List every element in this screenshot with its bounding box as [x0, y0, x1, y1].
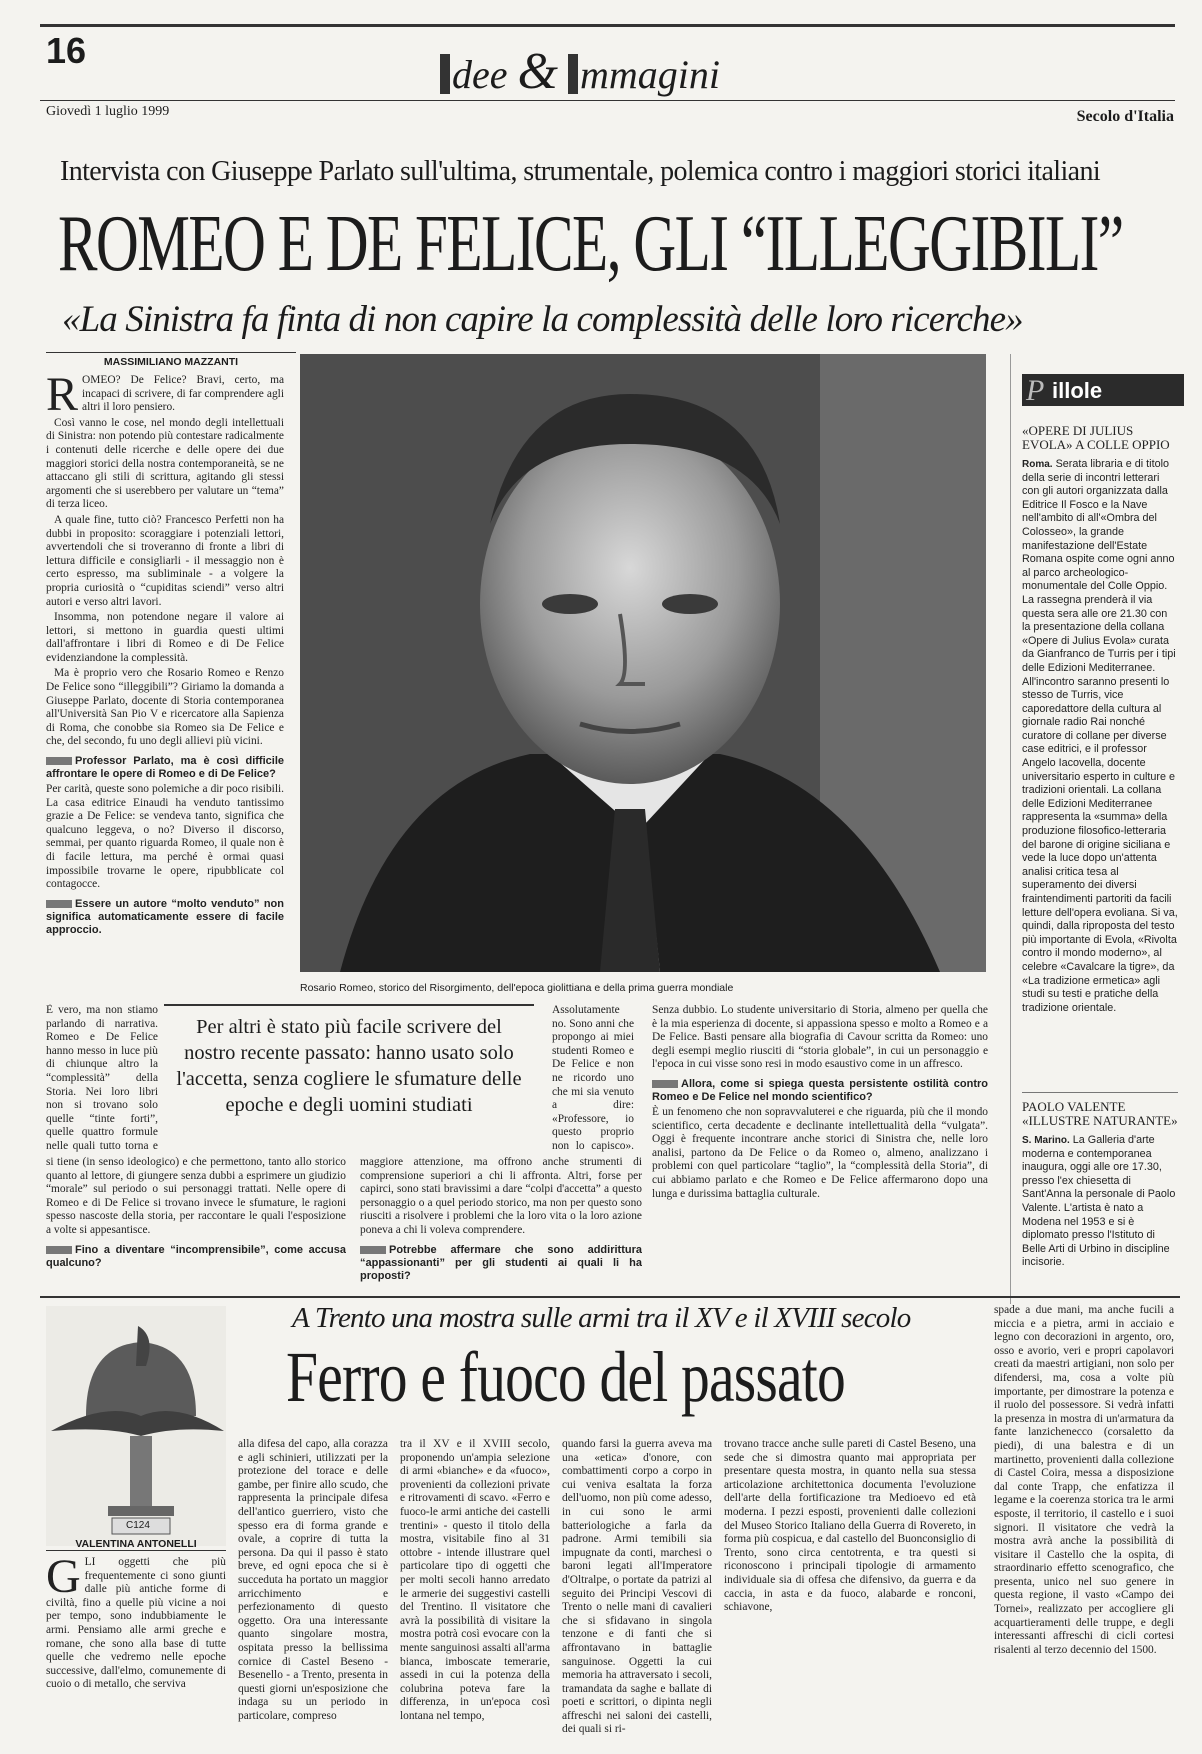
byline: MASSIMILIANO MAZZANTI	[103, 356, 239, 368]
byline-rule	[46, 352, 296, 353]
paragraph: Per carità, queste sono polemiche a dir poco risibili. La casa editrice Einaudi ha venduto tantissimo grazie a De Felice: se vendeva tanto, significa che qualcuno leggeva, o no? Diverso il discorso, semmai, per quanto riguarda Romeo, il quale non è di facile lettura, ma perché è ormai quasi impossibile trovarne le opere, ripubblicate col contagocce.	[46, 783, 284, 891]
pull-quote: Per altri è stato più facile scrivere del nostro recente passato: hanno usato solo l'accetta, senza cogliere le sfumature delle epoche e degli uomini studiati	[176, 1016, 522, 1116]
article-divider	[40, 1296, 1180, 1298]
section-i-bar	[440, 54, 450, 94]
question-text: Professor Parlato, ma è così difficile affrontare le opere di Romeo e di De Felice?	[46, 755, 284, 781]
paragraph: si tiene (in senso ideologico) e che permettono, tanto allo storico quanto al lettore, di giungere senza dubbi a esprimere un giudizio “morale” sul periodo o sui personaggi trattati. Nelle opere di Romeo e di De Felice si trovano invece le sfumature, le ragioni spesso nascoste della storia, per raccontare le quali l'esposizione a volte si appesantisce.	[46, 1156, 346, 1236]
article-title: ROMEO E DE FELICE, GLI “ILLEGGIBILI”	[58, 200, 1123, 288]
article2-kicker: A Trento una mostra sulle armi tra il XV e il XVIII secolo	[292, 1302, 911, 1334]
article2-column-6	[994, 1304, 1174, 1746]
pillole-body: La Galleria d'arte moderna e contemporanea inaugura, oggi alle ore 17.30, presso l'ex chiesetta di Sant'Anna la personale di Paolo Valente. L'artista è nato a Modena nel 1953 e si è diplomato presso l'Istituto di Belle Arti di Urbino in discipline incisorie.	[1022, 1134, 1176, 1269]
article2-title: Ferro e fuoco del passato	[286, 1337, 846, 1417]
drop-cap: G	[46, 1556, 81, 1603]
question-text: Essere un autore “molto venduto” non significa automaticamente essere di facile approccio.	[46, 897, 284, 936]
article2-column-1	[46, 1556, 226, 1746]
pillole-body: Serata libraria e di titolo della serie di incontri letterari con gli autori organizzata dalla Editrice Il Fosco e la Nave nell'ambito di all'«Ombra del Colosseo», la grande manifestazione dell'Estate Romana ospite come ogni anno al parco archeologico-monumentale del Colle Oppio. La rassegna prenderà il via questa sera alle ore 21.30 con la presentazione della collana «Opere di Julius Evola» curata da Gianfranco de Turris per i tipi delle Edizioni Mediterranee. All'incontro saranno presenti lo stesso de Turris, vice caporedattore della cultura al giornale radio Rai nonché curatore di collane per diverse case editrici, e il professor Angelo Iacovella, docente universitario esperto in culture e tradizioni orientali. La collana delle Edizioni Mediterranee rappresenta la «summa» della produzione filosofico-letteraria del barone di origine siciliana e vede la luce dopo un'attenta analisi critica tesa al superamento dei diversi fraintendimenti partoriti da facili letture dell'opera evoliana. Si va, quindi, dalla riproposta del testo più importante di Evola, «Rivolta contro il mondo moderno», al celebre «Cavalcare la tigre», da «La tradizione ermetica» agli studi su testi e pratiche della tradizione orientale.	[1022, 458, 1178, 1014]
section-amp: &	[517, 43, 558, 100]
article-column-3	[552, 1004, 634, 1152]
header-rule	[40, 100, 1175, 101]
paragraph: quando farsi la guerra aveva ma una «etica» d'onore, con combattimenti corpo a corpo in cui veniva esaltata la forza dell'uomo, non più come adesso, in cui sono le armi batteriologiche a farla da padrone. Armi temibili sia impugnate da conti, marchesi o baroni legati all'Imperatore d'Oltralpe, o portate da patrizi al seguito dei Principi Vescovi di Trento o nelle mani di cavalieri che si sfidavano in singola tenzone e di fanti che si affrontavano in battaglie sanguinose. Oggetti la cui memoria ha attraversato i secoli, tramandata da saghe e ballate di poeti e scrittori, o dipinta negli affreschi nei saloni dei castelli, dei quali si ri-	[562, 1438, 712, 1736]
article2-column-5	[724, 1438, 976, 1746]
pillole-item-2	[1022, 1096, 1178, 1306]
page-number: 16	[46, 30, 87, 71]
article-column-4	[46, 1156, 346, 1306]
paragraph: Ma è proprio vero che Rosario Romeo e Renzo De Felice sono “illeggibili”? Giriamo la domanda a Giuseppe Parlato, docente di Storia contemporanea all'Università San Pio V e ricercatore alla Sapienza di Roma, che conobbe sia Romeo sia De Felice e che, del secondo, fu uno degli allievi più vicini.	[46, 667, 284, 748]
question-bar	[652, 1080, 678, 1088]
drop-cap: R	[46, 374, 79, 421]
photo-caption: Rosario Romeo, storico del Risorgimento, dell'epoca giolittiana e della prima guerra mondiale	[300, 982, 734, 994]
section-dee: dee	[452, 52, 508, 97]
paragraph: A quale fine, tutto ciò? Francesco Perfetti non ha dubbi in proposito: scoraggiare i potenziali lettori, avvertendoli che si troveranno di fronte a libri di lettura difficile e consigliarli - il messaggio non è certo espresso, ma subliminale - a volgere la propria curiosità o “cupiditas sciendi” verso altri autori e verso altri lavori.	[46, 513, 284, 608]
pullquote-rule	[164, 1004, 534, 1006]
helmet-image	[46, 1306, 226, 1546]
paragraph: tra il XV e il XVIII secolo, proponendo un'ampia selezione di armi «bianche» e da «fuoco», provenienti da collezioni private e ritrovamenti di scavo. «Ferro e fuoco-le armi antiche dei castelli trentini» - questo il titolo della mostra, visitabile fino al 31 ottobre - intende illustrare quel particolare tipo di oggetti che per molti secoli hanno arredato le armerie dei suggestivi castelli del Trentino. Il visitatore che avrà la possibilità di visitare la mostra potrà così evocare con la mente sanguinosi assalti all'arma bianca, imboscate temerarie, assedi in cui la potenza della colubrina poteva fare la differenza, in un'epoca così lontana nel tempo,	[400, 1438, 550, 1722]
pillole-item-title: PAOLO VALENTE «ILLUSTRE NATURANTE»	[1022, 1099, 1178, 1128]
byline2-rule	[46, 1550, 226, 1551]
top-rule	[40, 24, 1175, 27]
paragraph: Così vanno le cose, nel mondo degli intellettuali di Sinistra: non potendo più contestare radicalmente i contenuti delle ricerche e delle opere dei due maggiori storici della nostra contemporaneità, se ne attaccano gli stili di scrittura, agitando gli stessi argomenti che si userebbero per valutare un “tema” di terza liceo.	[46, 416, 284, 511]
section-m-bar	[568, 54, 578, 94]
byline2: VALENTINA ANTONELLI	[75, 1538, 197, 1550]
question-text: Fino a diventare “incomprensibile”, come accusa qualcuno?	[46, 1243, 346, 1269]
pillole-location: S. Marino.	[1022, 1135, 1070, 1146]
paragraph: alla difesa del capo, alla corazza e agli schinieri, utilizzati per la protezione del torace e delle gambe, per finire allo scudo, che rappresenta la principale difesa dell'antico guerriero, visto che spesso era di forma grande e ovale, a coprire di tutta la persona. Da qui il passo è stato breve, ed ogni epoca che si è succeduta ha portato un maggior arricchimento e perfezionamento di questo oggetto. Ora una interessante quanto singolare mostra, ospitata presso la bellissima cornice di Castel Beseno - Besenello - a Trento, presenta in questi giorni un'esposizione che indaga su un periodo in particolare, compreso	[238, 1438, 388, 1722]
pillole-separator	[1022, 1092, 1178, 1093]
paragraph: spade a due mani, ma anche fucili a miccia e a pietra, armi in acciaio e legno con decorazioni in argento, oro, osso e avorio, veri e propri capolavori creati da maestri artigiani, non solo per difendersi, ma, cosa a volte più importante, per dimostrare la potenza e il ruolo del possessore. Si vedrà infatti la presenza in mostra di un'armatura da fante lanzichenecco (corsaletto da piedi), di una balestra e di un martinetto, provenienti dalla collezione di Castel Coira, messa a disposizione dal conte Trapp, che enfatizza il legame e la coerenza storica tra le armi esposte, il territorio, il castello e i suoi signori. Il visitatore che vedrà la mostra avrà anche la possibilità di visitare il Castello che la ospita, di straordinario effetto scenografico, che presenta, unico nel suo genere in questa regione, il vasto «Campo dei Tornei», realizzato per accogliere gli acquartieramenti delle truppe, e degli interessanti affreschi di cicli cortesi risalenti al terzo decennio del 1500.	[994, 1304, 1174, 1656]
article-column-5	[360, 1156, 642, 1306]
helmet-icon	[46, 1306, 226, 1546]
pillole-location: Roma.	[1022, 459, 1053, 470]
portrait-figure	[300, 354, 986, 972]
question-bar	[46, 1246, 72, 1254]
paragraph: È vero, ma non stiamo parlando di narrativa. Romeo e De Felice hanno messo in luce più di chiunque altro la “complessità” della Storia. Nei loro libri non si trovano solo quelle “tinte forti”, quelle quattro formule nelle quali tutto torna e	[46, 1004, 158, 1152]
interview-question	[360, 1244, 642, 1283]
interview-question	[652, 1078, 988, 1104]
paragraph: LI oggetti che più frequentemente ci sono giunti dalle più antiche forme di civiltà, fino a quelle più vicine a noi per tempo, sono indubbiamente le armi. Pensiamo alle armi greche e romane, che sono alla base di tutte quelle che vedremo nelle epoche successive, dall'elmo, comunemente di cuoio o di metallo, che serviva	[46, 1556, 226, 1691]
article-kicker: Intervista con Giuseppe Parlato sull'ultima, strumentale, polemica contro i maggiori storici italiani	[60, 156, 1101, 187]
question-text: Allora, come si spiega questa persistente ostilità contro Romeo e De Felice nel mondo scientifico?	[652, 1077, 988, 1103]
paragraph: trovano tracce anche sulle pareti di Castel Beseno, una sede che si dimostra quanto mai appropriata per presentare questa mostra, in quanto nella sua stessa articolazione architettonica documenta l'evoluzione dell'arte della fortificazione tra Medioevo ed età moderna. I pezzi esposti, provenienti dalle collezioni del Museo Storico Italiano della Guerra di Rovereto, in forma più cospicua, e dal castello del Buonconsiglio di Trento, sono circa centotrenta, e tra questi si riconoscono i principali tipologie di armamento individuale sia di offesa che difensivo, da guerra e da caccia, in asta e da fuoco, alabarde e ronconi, schiavone,	[724, 1438, 976, 1614]
portrait-photo	[300, 354, 986, 972]
article-column-narrow	[46, 1004, 158, 1154]
article-column-1	[46, 374, 284, 1004]
question-bar	[46, 757, 72, 765]
interview-question	[46, 755, 284, 781]
article2-column-2	[238, 1438, 388, 1746]
question-text: Potrebbe affermare che sono addirittura “appassionanti” per gli studenti ai quali li ha proposti?	[360, 1243, 642, 1282]
section-mmagini: mmagini	[579, 52, 720, 97]
question-bar	[360, 1246, 386, 1254]
article-column-6	[652, 1004, 988, 1306]
sidebar-divider	[1010, 354, 1011, 1304]
article2-column-3	[400, 1438, 550, 1746]
pillole-label	[1022, 374, 1184, 406]
article-subtitle: «La Sinistra fa finta di non capire la complessità delle loro ricerche»	[62, 299, 1023, 340]
paragraph: maggiore attenzione, ma offrono anche strumenti di comprensione superiori a chi li affronta. Altri, forse per capirci, sono stati bravissimi a dare “colpi d'accetta” a questo personaggio o a quel periodo storico, ma non per questo sono riusciti a risolvere i problemi che la loro vita o la loro azione poneva a chi li voleva comprendere.	[360, 1156, 642, 1236]
interview-question	[46, 898, 284, 937]
paragraph: Assolutamente no. Sono anni che propongo ai miei studenti Romeo e De Felice e non ne ricordo uno che mi sia venuto a dire: «Professore, io questo proprio non lo capisco».	[552, 1004, 634, 1152]
interview-question	[46, 1244, 346, 1270]
paragraph: Senza dubbio. Lo studente universitario di Storia, almeno per quella che è la mia esperienza di docente, si appassiona spesso e molto a Romeo e a De Felice. Basti pensare alla biografia di Cavour scritta da Romeo: uno degli esempi meglio riusciti di “storia globale”, in cui un personaggio e l'epoca in cui visse sono resi in modo esaustivo come in un affresco.	[652, 1004, 988, 1071]
pillole-text: illole	[1052, 378, 1103, 403]
lead-paragraph: OMEO? De Felice? Bravi, certo, ma incapaci di scrivere, di far comprendere agli altri il loro pensiero.	[82, 374, 284, 414]
question-bar	[46, 900, 72, 908]
paragraph: Insomma, non potendone negare il valore ai lettori, si mettono in guardia questi ultimi dall'affrontare i libri di Romeo e di De Felice evidenziandone la complessità.	[46, 611, 284, 664]
section-header	[440, 42, 720, 98]
issue-date: Giovedì 1 luglio 1999	[46, 104, 170, 119]
article2-column-4	[562, 1438, 712, 1746]
pillole-initial: P	[1026, 374, 1045, 407]
masthead: Secolo d'Italia	[1076, 108, 1174, 125]
paragraph: È un fenomeno che non sopravvaluterei e che riguarda, più che il mondo scientifico, certa decadente e declinante intellettualità della “vulgata”. Oggi è frequente incontrare anche storici di Sinistra che, nelle loro analisi, partono da De Felice o da Romeo o, almeno, analizzano i problemi con quel particolare “taglio”, la “complessità della Storia”, di cui abbiamo parlato e che Romeo e De Felice affermarono dopo una lunga e durissima battaglia culturale.	[652, 1105, 988, 1200]
pillole-item-title: «OPERE DI JULIUS EVOLA» A COLLE OPPIO	[1022, 423, 1170, 452]
image-label: C124	[126, 1520, 150, 1531]
pillole-item-1	[1022, 416, 1178, 1086]
